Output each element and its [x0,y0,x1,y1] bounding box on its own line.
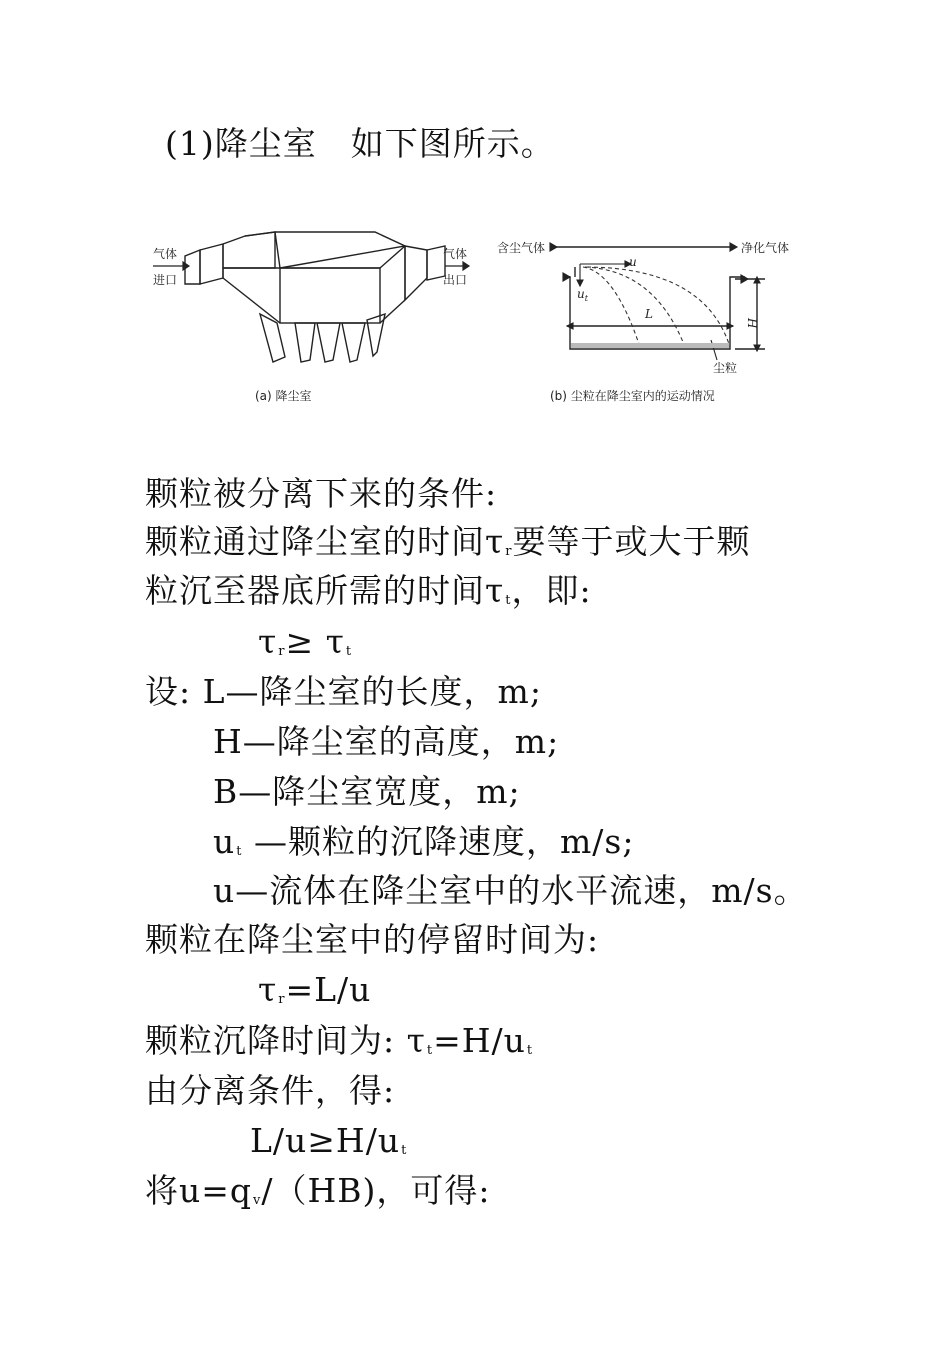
figure-b-caption: (b) 尘粒在降尘室内的运动情况 [550,389,715,403]
gas-inlet-label-2: 进口 [153,273,178,287]
settling-velocity-label: ut [577,287,588,303]
substitution-line: 将u=qv/（HB)，可得: [145,1171,491,1210]
settling-time-formula: 颗粒沉降时间为: τt=H/ut [145,1021,534,1060]
separation-inequality: L/u≥H/ut [250,1121,408,1160]
figure-a-caption: (a) 降尘室 [255,389,312,403]
settling-chamber-figure [145,222,810,412]
definition-H: H—降尘室的高度，m; [213,722,560,761]
length-L-label: L [645,307,653,321]
definition-B: B—降尘室宽度，m; [213,772,521,811]
gas-inlet-label-1: 气体 [153,247,178,261]
condition-line-1: 颗粒通过降尘室的时间τr要等于或大于颗 [145,522,751,561]
heading: (1)降尘室 如下图所示。 [165,124,555,163]
gas-outlet-label-1: 气体 [443,247,468,261]
inequality-tau: τr≥ τt [258,622,353,661]
figure-a-chamber-drawing [185,232,445,362]
definition-u: u—流体在降尘室中的水平流速，m/s。 [213,871,808,910]
gas-outlet-label-2: 出口 [443,273,468,287]
velocity-u-label: u [629,255,637,269]
figure-b-particle-trajectories [583,267,730,347]
height-H-label: H [745,318,759,329]
dust-particle-label: 尘粒 [713,361,738,375]
figure-b-sediment [571,343,729,348]
condition-title: 颗粒被分离下来的条件: [145,474,498,513]
residence-time-formula: τr=L/u [258,970,372,1009]
separation-title: 由分离条件，得: [145,1071,396,1110]
definition-ut: ut —颗粒的沉降速度，m/s; [213,822,635,861]
condition-line-2: 粒沉至器底所需的时间τt，即: [145,571,592,610]
dusty-gas-label: 含尘气体 [497,241,546,255]
definition-L: 设: L—降尘室的长度，m; [145,672,542,711]
clean-gas-label: 净化气体 [741,241,790,255]
residence-time-title: 颗粒在降尘室中的停留时间为: [145,920,600,959]
